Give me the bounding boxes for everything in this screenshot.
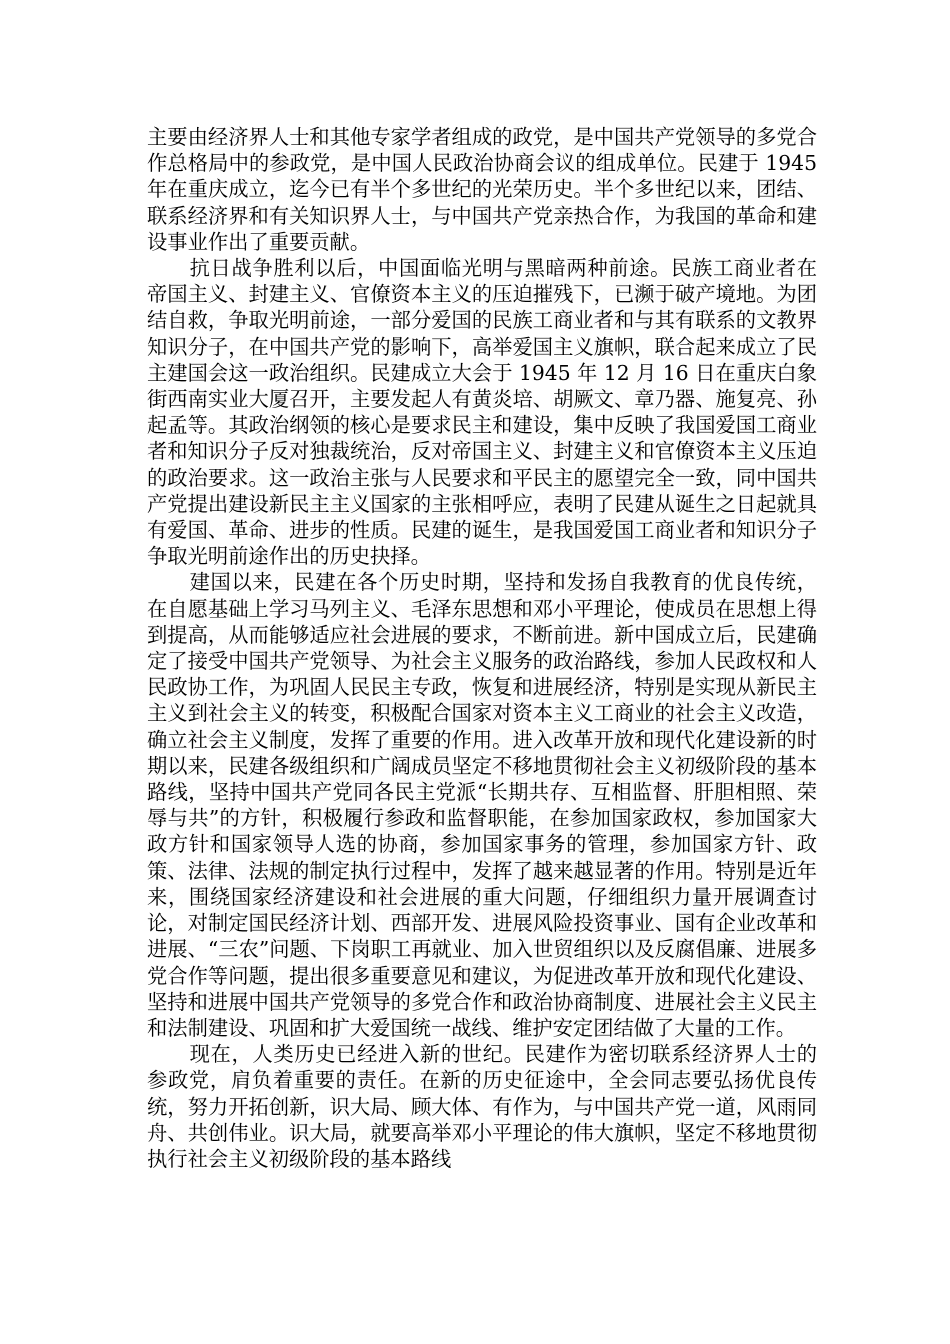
paragraph-since-founding: 建国以来，民建在各个历史时期，坚持和发扬自我教育的优良传统，在自愿基础上学习马列主义、毛泽东思想和邓小平理论，使成员在思想上得到提高，从而能够适应社会进展的要求，不断前进。新中国成立后，民建确定了接受中国共产党领导、为社会主义服务的政治路线，参加人民政权和人民政协工作，为巩固人民民主专政，恢复和进展经济，特别是实现从新民主主义到社会主义的转变，积极配合国家对资本主义工商业的社会主义改造，确立社会主义制度，发挥了重要的作用。进入改革开放和现代化建设新的时期以来，民建各级组织和广阔成员坚定不移地贯彻社会主义初级阶段的基本路线，坚持中国共产党同各民主党派“长期共存、互相监督、肝胆相照、荣辱与共”的方针，积极履行参政和监督职能，在参加国家政权，参加国家大政方针和国家领导人选的协商，参加国家事务的管理，参加国家方针、政策、法律、法规的制定执行过程中，发挥了越来越显著的作用。特别是近年来，围绕国家经济建设和社会进展的重大问题，仔细组织力量开展调查讨论，对制定国民经济计划、西部开发、进展风险投资事业、国有企业改革和进展、“三农”问题、下岗职工再就业、加入世贸组织以及反腐倡廉、进展多党合作等问题，提出很多重要意见和建议，为促进改革开放和现代化建设、坚持和进展中国共产党领导的多党合作和政治协商制度、进展社会主义民主和法制建设、巩固和扩大爱国统一战线、维护安定团结做了大量的工作。	[147, 570, 817, 1040]
paragraph-new-century: 现在，人类历史已经进入新的世纪。民建作为密切联系经济界人士的参政党，肩负着重要的责任。在新的历史征途中，全会同志要弘扬优良传统，努力开拓创新，识大局、顾大体、有作为，与中国共产党一道，风雨同舟、共创伟业。识大局，就要高举邓小平理论的伟大旗帜，坚定不移地贯彻执行社会主义初级阶段的基本路线	[147, 1042, 817, 1171]
paragraph-founding: 抗日战争胜利以后，中国面临光明与黑暗两种前途。民族工商业者在帝国主义、封建主义、官僚资本主义的压迫摧残下，已濒于破产境地。为团结自救，争取光明前途，一部分爱国的民族工商业者和与其有联系的文教界知识分子，在中国共产党的影响下，高举爱国主义旗帜，联合起来成立了民主建国会这一政治组织。民建成立大会于 1945 年 12 月 16 日在重庆白象街西南实业大厦召开，主要发起人有黄炎培、胡厥文、章乃器、施复亮、孙起孟等。其政治纲领的核心是要求民主和建设，集中反映了我国爱国工商业者和知识分子反对独裁统治，反对帝国主义、封建主义和官僚资本主义压迫的政治要求。这一政治主张与人民要求和平民主的愿望完全一致，同中国共产党提出建设新民主主义国家的主张相呼应，表明了民建从诞生之日起就具有爱国、革命、进步的性质。民建的诞生，是我国爱国工商业者和知识分子争取光明前途作出的历史抉择。	[147, 256, 817, 569]
document-body	[147, 124, 817, 1172]
paragraph-intro: 主要由经济界人士和其他专家学者组成的政党，是中国共产党领导的多党合作总格局中的参政党，是中国人民政治协商会议的组成单位。民建于 1945 年在重庆成立，迄今已有半个多世纪的光荣历史。半个多世纪以来，团结、联系经济界和有关知识界人士，与中国共产党亲热合作，为我国的革命和建设事业作出了重要贡献。	[147, 125, 817, 254]
